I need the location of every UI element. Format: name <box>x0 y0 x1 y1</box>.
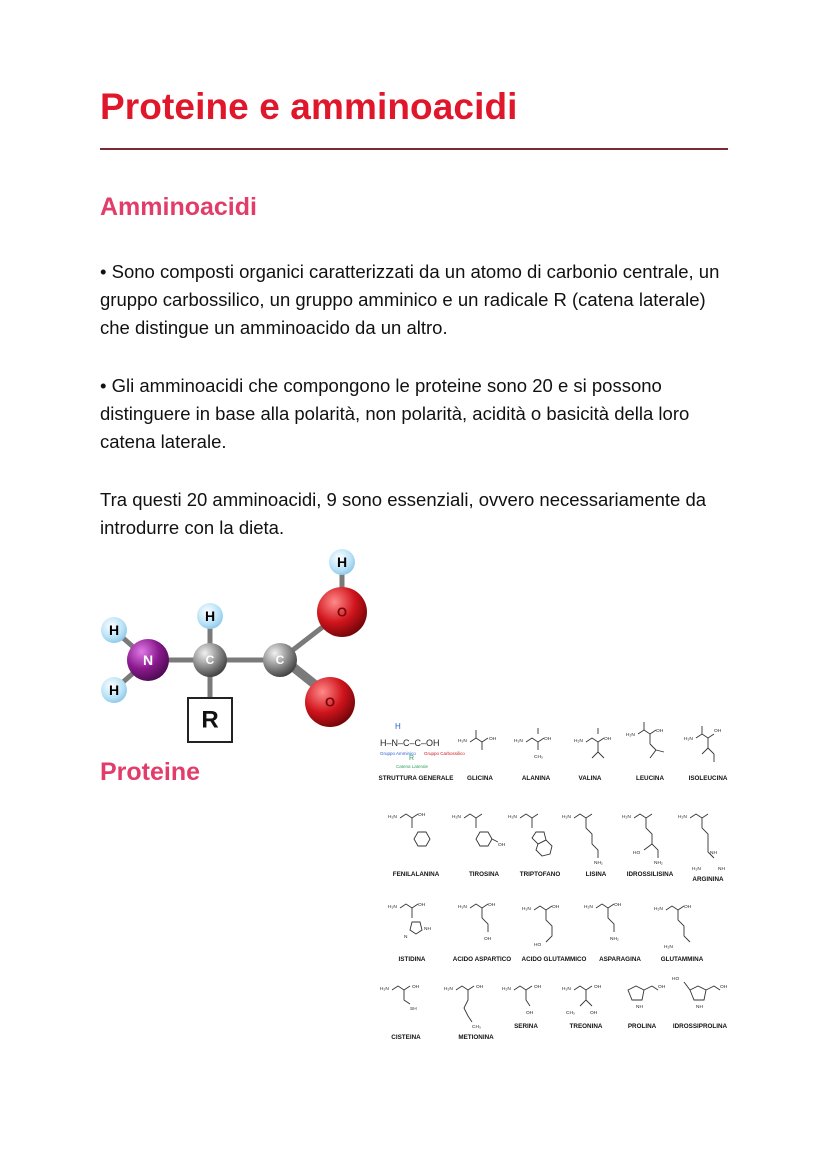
svg-text:O: O <box>324 694 336 710</box>
svg-text:H₂N: H₂N <box>502 987 511 992</box>
structure-serina <box>502 984 542 1016</box>
structure-valina <box>574 728 612 758</box>
structure-acido-aspartico <box>458 902 496 942</box>
label-arginina: ARGININA <box>692 876 724 883</box>
svg-text:H₂N: H₂N <box>458 739 467 744</box>
paragraph-bullet-2: • Gli amminoacidi che compongono le proteine sono 20 e si possono distinguere in base alla polarità, non polarità, acidità o basicità della loro catena laterale. <box>100 375 690 452</box>
svg-text:NH₂: NH₂ <box>610 937 619 942</box>
svg-text:NH: NH <box>636 1005 643 1010</box>
svg-text:OH: OH <box>534 985 542 990</box>
svg-text:SH: SH <box>410 1007 417 1012</box>
svg-text:H–N–C–C–OH: H–N–C–C–OH <box>380 738 440 748</box>
label-valina: VALINA <box>578 775 602 782</box>
svg-text:H₂N: H₂N <box>562 987 571 992</box>
svg-text:OH: OH <box>594 985 602 990</box>
svg-text:NH₂: NH₂ <box>594 861 603 866</box>
structure-arginina <box>678 814 725 872</box>
svg-text:H₂N: H₂N <box>508 815 517 820</box>
svg-text:H: H <box>395 722 401 731</box>
label-triptofano: TRIPTOFANO <box>519 871 561 878</box>
svg-text:H₂N: H₂N <box>380 987 389 992</box>
svg-text:HO: HO <box>633 851 641 856</box>
svg-text:OH: OH <box>684 905 692 910</box>
svg-text:H₂N: H₂N <box>574 739 583 744</box>
svg-text:O: O <box>336 604 348 620</box>
svg-text:Gruppo Carbossilico: Gruppo Carbossilico <box>424 751 465 756</box>
svg-text:H₂N: H₂N <box>654 907 663 912</box>
structure-tirosina <box>452 814 506 848</box>
svg-text:OH: OH <box>488 903 496 908</box>
svg-text:CH₃: CH₃ <box>566 1011 575 1016</box>
label-metionina: METIONINA <box>458 1034 494 1041</box>
label-idrossilisina: IDROSSILISINA <box>626 871 674 878</box>
svg-text:OH: OH <box>714 729 722 734</box>
label-idrossiprolina: IDROSSIPROLINA <box>672 1023 728 1030</box>
svg-text:H₂N: H₂N <box>522 907 531 912</box>
structure-idrossilisina <box>622 814 663 866</box>
structure-cisteina <box>380 984 420 1012</box>
svg-text:H₂N: H₂N <box>692 867 701 872</box>
label-glicina: GLICINA <box>467 775 493 782</box>
structure-isoleucina <box>684 726 722 762</box>
svg-text:OH: OH <box>544 737 552 742</box>
structure-metionina <box>444 984 484 1030</box>
structure-treonina <box>562 984 602 1016</box>
label-lisina: LISINA <box>585 871 607 878</box>
svg-text:N: N <box>404 935 408 940</box>
molecule-oxygen-atoms <box>305 587 367 727</box>
svg-text:OH: OH <box>604 737 612 742</box>
svg-text:NH: NH <box>718 867 725 872</box>
label-cisteina: CISTEINA <box>391 1034 421 1041</box>
svg-text:CH₃: CH₃ <box>472 1025 481 1030</box>
svg-text:OH: OH <box>498 843 506 848</box>
label-alanina: ALANINA <box>521 775 551 782</box>
structure-triptofano <box>508 814 552 856</box>
svg-text:OH: OH <box>418 813 426 818</box>
structure-glicina <box>458 730 497 750</box>
heading-amminoacidi: Amminoacidi <box>100 193 257 221</box>
general-structure-formula <box>380 722 465 769</box>
svg-text:OH: OH <box>720 985 728 990</box>
svg-text:OH: OH <box>412 985 420 990</box>
paragraph-essential-note: Tra questi 20 amminoacidi, 9 sono essenziali, ovvero necessariamente da introdurre con la dieta. <box>100 489 707 538</box>
heading-proteine: Proteine <box>100 758 201 786</box>
svg-text:OH: OH <box>418 903 426 908</box>
svg-text:H₂N: H₂N <box>388 815 397 820</box>
svg-text:H: H <box>336 554 348 570</box>
label-asparagina: ASPARAGINA <box>599 956 641 963</box>
svg-text:H: H <box>204 608 216 624</box>
molecule-hydrogen-atoms <box>101 549 355 703</box>
structure-fenilalanina <box>388 812 430 846</box>
label-struttura-generale: STRUTTURA GENERALE <box>378 775 454 782</box>
page-title: Proteine e amminoacidi <box>100 86 518 127</box>
structure-istidina <box>388 902 431 940</box>
svg-text:R: R <box>201 706 219 734</box>
structure-idrossiprolina <box>672 976 728 1010</box>
svg-text:C: C <box>275 653 285 667</box>
svg-text:OH: OH <box>614 903 622 908</box>
label-acido-aspartico: ACIDO ASPARTICO <box>452 956 512 963</box>
svg-text:OH: OH <box>489 737 497 742</box>
molecule-r-group-box <box>188 698 232 742</box>
svg-text:NH: NH <box>710 851 717 856</box>
svg-text:H₂N: H₂N <box>584 905 593 910</box>
structure-alanina <box>514 728 552 760</box>
svg-text:NH: NH <box>696 1005 703 1010</box>
molecule-nitrogen-atom <box>127 639 169 681</box>
title-divider <box>100 148 728 150</box>
svg-text:OH: OH <box>656 729 664 734</box>
structure-prolina <box>628 984 666 1010</box>
svg-text:H₂N: H₂N <box>388 905 397 910</box>
svg-text:CH₃: CH₃ <box>534 755 543 760</box>
label-glutammina: GLUTAMMINA <box>660 956 704 963</box>
structure-lisina <box>562 814 603 866</box>
structure-glutammina <box>654 904 692 950</box>
svg-text:OH: OH <box>476 985 484 990</box>
svg-text:H₂N: H₂N <box>514 739 523 744</box>
svg-text:C: C <box>205 653 215 667</box>
label-isoleucina: ISOLEUCINA <box>688 775 728 782</box>
label-treonina: TREONINA <box>569 1023 603 1030</box>
svg-text:NH₂: NH₂ <box>654 861 663 866</box>
svg-text:H₂N: H₂N <box>684 737 693 742</box>
svg-text:OH: OH <box>590 1011 598 1016</box>
svg-text:HO: HO <box>534 943 542 948</box>
structure-leucina <box>626 722 664 758</box>
svg-text:R: R <box>409 755 415 762</box>
structure-acido-glutammico <box>522 904 560 948</box>
svg-text:N: N <box>142 652 154 668</box>
paragraph-bullet-1: • Sono composti organici caratterizzati da un atomo di carbonio centrale, un gruppo carbossilico, un gruppo amminico e un radicale R (catena laterale) che distingue un amminoacido da un altro. <box>100 261 720 338</box>
svg-text:H: H <box>108 682 120 698</box>
label-acido-glutammico: ACIDO GLUTAMMICO <box>521 956 587 963</box>
svg-text:OH: OH <box>526 1011 534 1016</box>
label-prolina: PROLINA <box>627 1023 657 1030</box>
svg-text:OH: OH <box>658 985 666 990</box>
label-fenilalanina: FENILALANINA <box>392 871 440 878</box>
svg-text:Gruppo Amminico: Gruppo Amminico <box>380 751 416 756</box>
label-leucina: LEUCINA <box>636 775 664 782</box>
label-serina: SERINA <box>514 1023 538 1030</box>
svg-text:OH: OH <box>484 937 492 942</box>
amino-acids-structures-chart <box>374 718 734 1046</box>
svg-text:Catena Laterale: Catena Laterale <box>396 764 429 769</box>
svg-text:OH: OH <box>552 905 560 910</box>
svg-text:H: H <box>108 622 120 638</box>
label-tirosina: TIROSINA <box>468 871 500 878</box>
structure-asparagina <box>584 902 622 942</box>
svg-text:H₂N: H₂N <box>678 815 687 820</box>
svg-text:H₂N: H₂N <box>562 815 571 820</box>
amino-acid-molecule-model <box>96 548 368 748</box>
svg-text:NH: NH <box>424 927 431 932</box>
svg-text:H₂N: H₂N <box>458 905 467 910</box>
svg-text:H₂N: H₂N <box>444 987 453 992</box>
svg-text:H₂N: H₂N <box>664 945 673 950</box>
svg-text:H₂N: H₂N <box>452 815 461 820</box>
svg-text:HO: HO <box>672 977 680 982</box>
svg-text:H₂N: H₂N <box>626 733 635 738</box>
svg-text:H₂N: H₂N <box>622 815 631 820</box>
label-istidina: ISTIDINA <box>398 956 426 963</box>
